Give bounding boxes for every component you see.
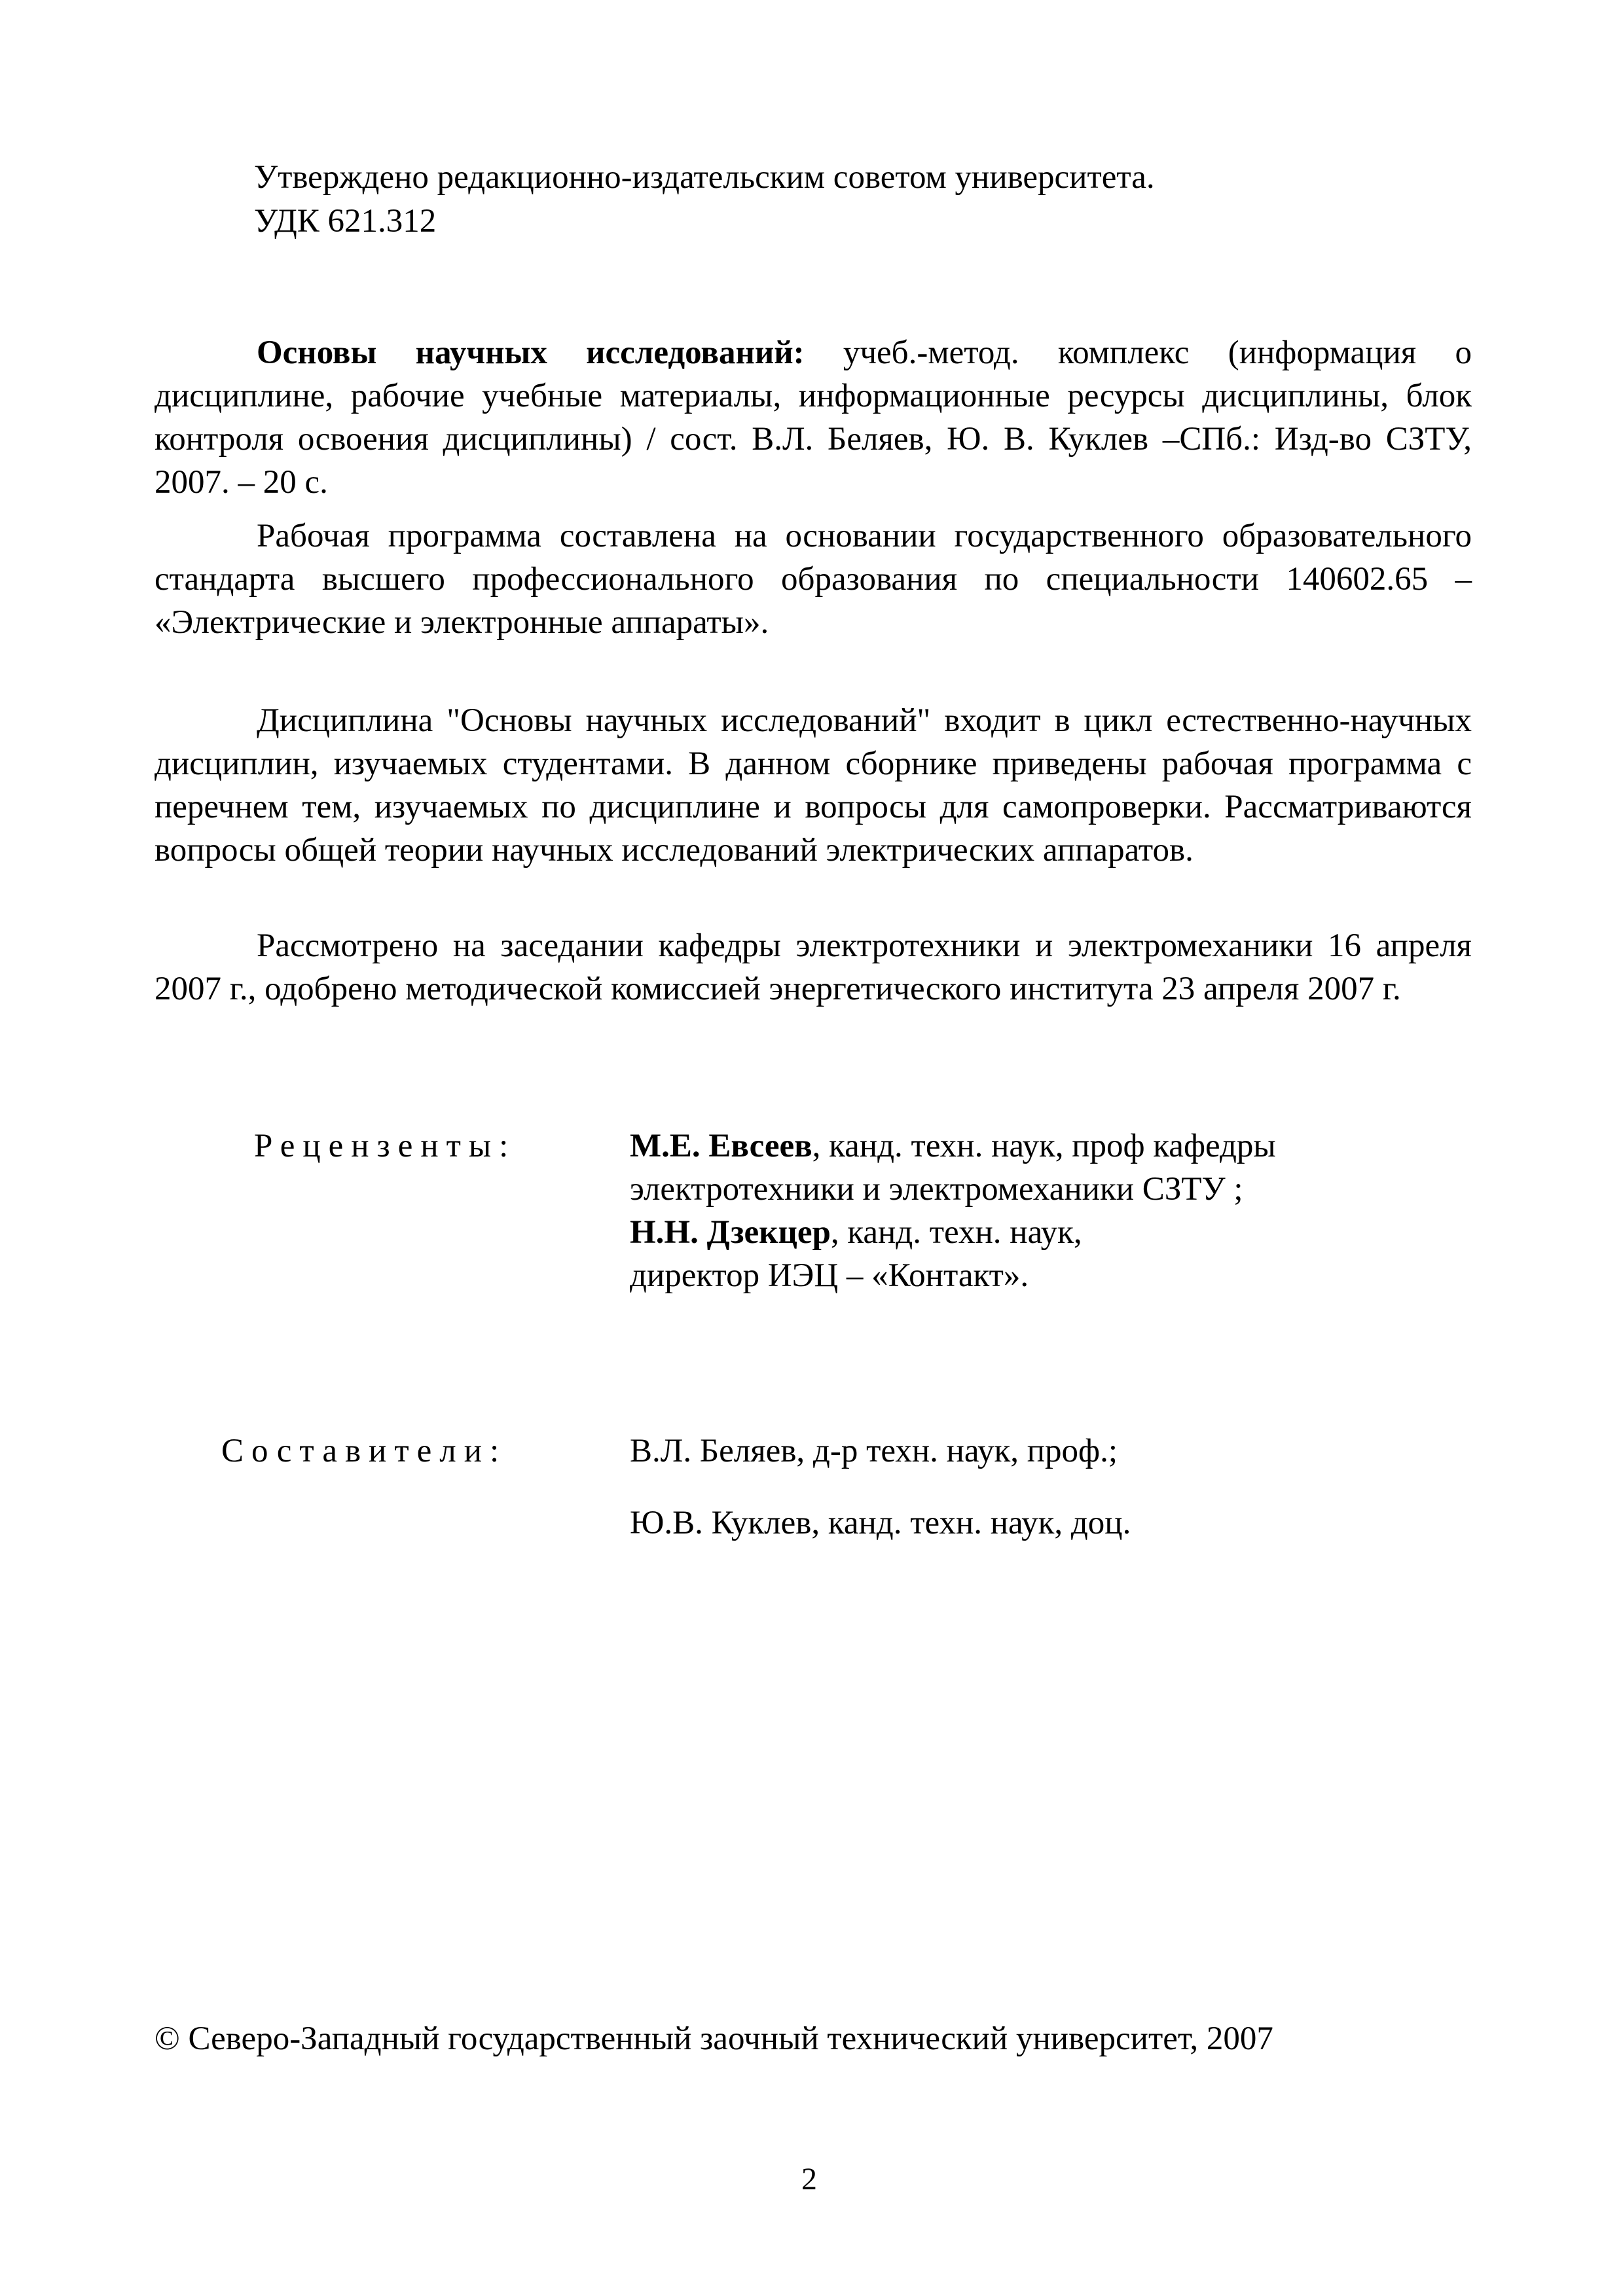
reviewer-2-line-1: Н.Н. Дзекцер, канд. техн. наук, <box>630 1214 1082 1251</box>
udk-code: УДК 621.312 <box>254 203 437 240</box>
discipline-text: Дисциплина "Основы научных исследований" входит в цикл естественно-научных дисциплин, изучаемых студентами. В данном сборнике приведены рабочая программа с перечнем тем, изучаемых по дисциплине и вопросы для самопроверки. Рассматриваются вопросы общей теории научных исследований электрических аппаратов. <box>155 702 1472 869</box>
reviewer-1-name: М.Е. Евсеев <box>630 1128 812 1164</box>
reviewer-2-line-2: директор ИЭЦ – «Контакт». <box>630 1257 1029 1294</box>
page-number: 2 <box>801 2162 817 2197</box>
compilers-label: Составители: <box>221 1433 507 1469</box>
reviewed-text: Рассмотрено на заседании кафедры электротехники и электромеханики 16 апреля 2007 г., одобрено методической комиссией энергетического института 23 апреля 2007 г. <box>155 927 1472 1007</box>
copyright-notice: © Северо-Западный государственный заочный технический университет, 2007 <box>155 2020 1273 2057</box>
discipline-paragraph <box>155 699 1472 872</box>
reviewer-2-name: Н.Н. Дзекцер <box>630 1214 831 1251</box>
approval-note: Утверждено редакционно-издательским советом университета. <box>254 159 1155 196</box>
book-title: Основы научных исследований: <box>257 334 805 371</box>
program-text: Рабочая программа составлена на основании государственного образовательного стандарта высшего профессионального образования по специальности 140602.65 – «Электрические и электронные аппараты». <box>155 518 1472 641</box>
bibliographic-description <box>155 331 1472 504</box>
bibliographic-details: учеб.-метод. комплекс (информация о дисциплине, рабочие учебные материалы, информационные ресурсы дисциплины, блок контроля освоения дисциплины) / сост. В.Л. Беляев, Ю. В. Куклев –СПб.: Изд-во СЗТУ, 2007. – 20 с. <box>155 334 1472 501</box>
compiler-2: Ю.В. Куклев, канд. техн. наук, доц. <box>630 1505 1131 1541</box>
reviewers-label: Рецензенты: <box>254 1128 517 1164</box>
reviewers-list <box>630 1124 1276 1297</box>
reviewer-1-line-2: электротехники и электромеханики СЗТУ ; <box>630 1171 1243 1208</box>
reviewed-paragraph <box>155 924 1472 1011</box>
reviewer-1-line-1: М.Е. Евсеев, канд. техн. наук, проф кафедры <box>630 1128 1276 1164</box>
program-paragraph <box>155 514 1472 644</box>
compiler-1: В.Л. Беляев, д-р техн. наук, проф.; <box>630 1433 1118 1469</box>
